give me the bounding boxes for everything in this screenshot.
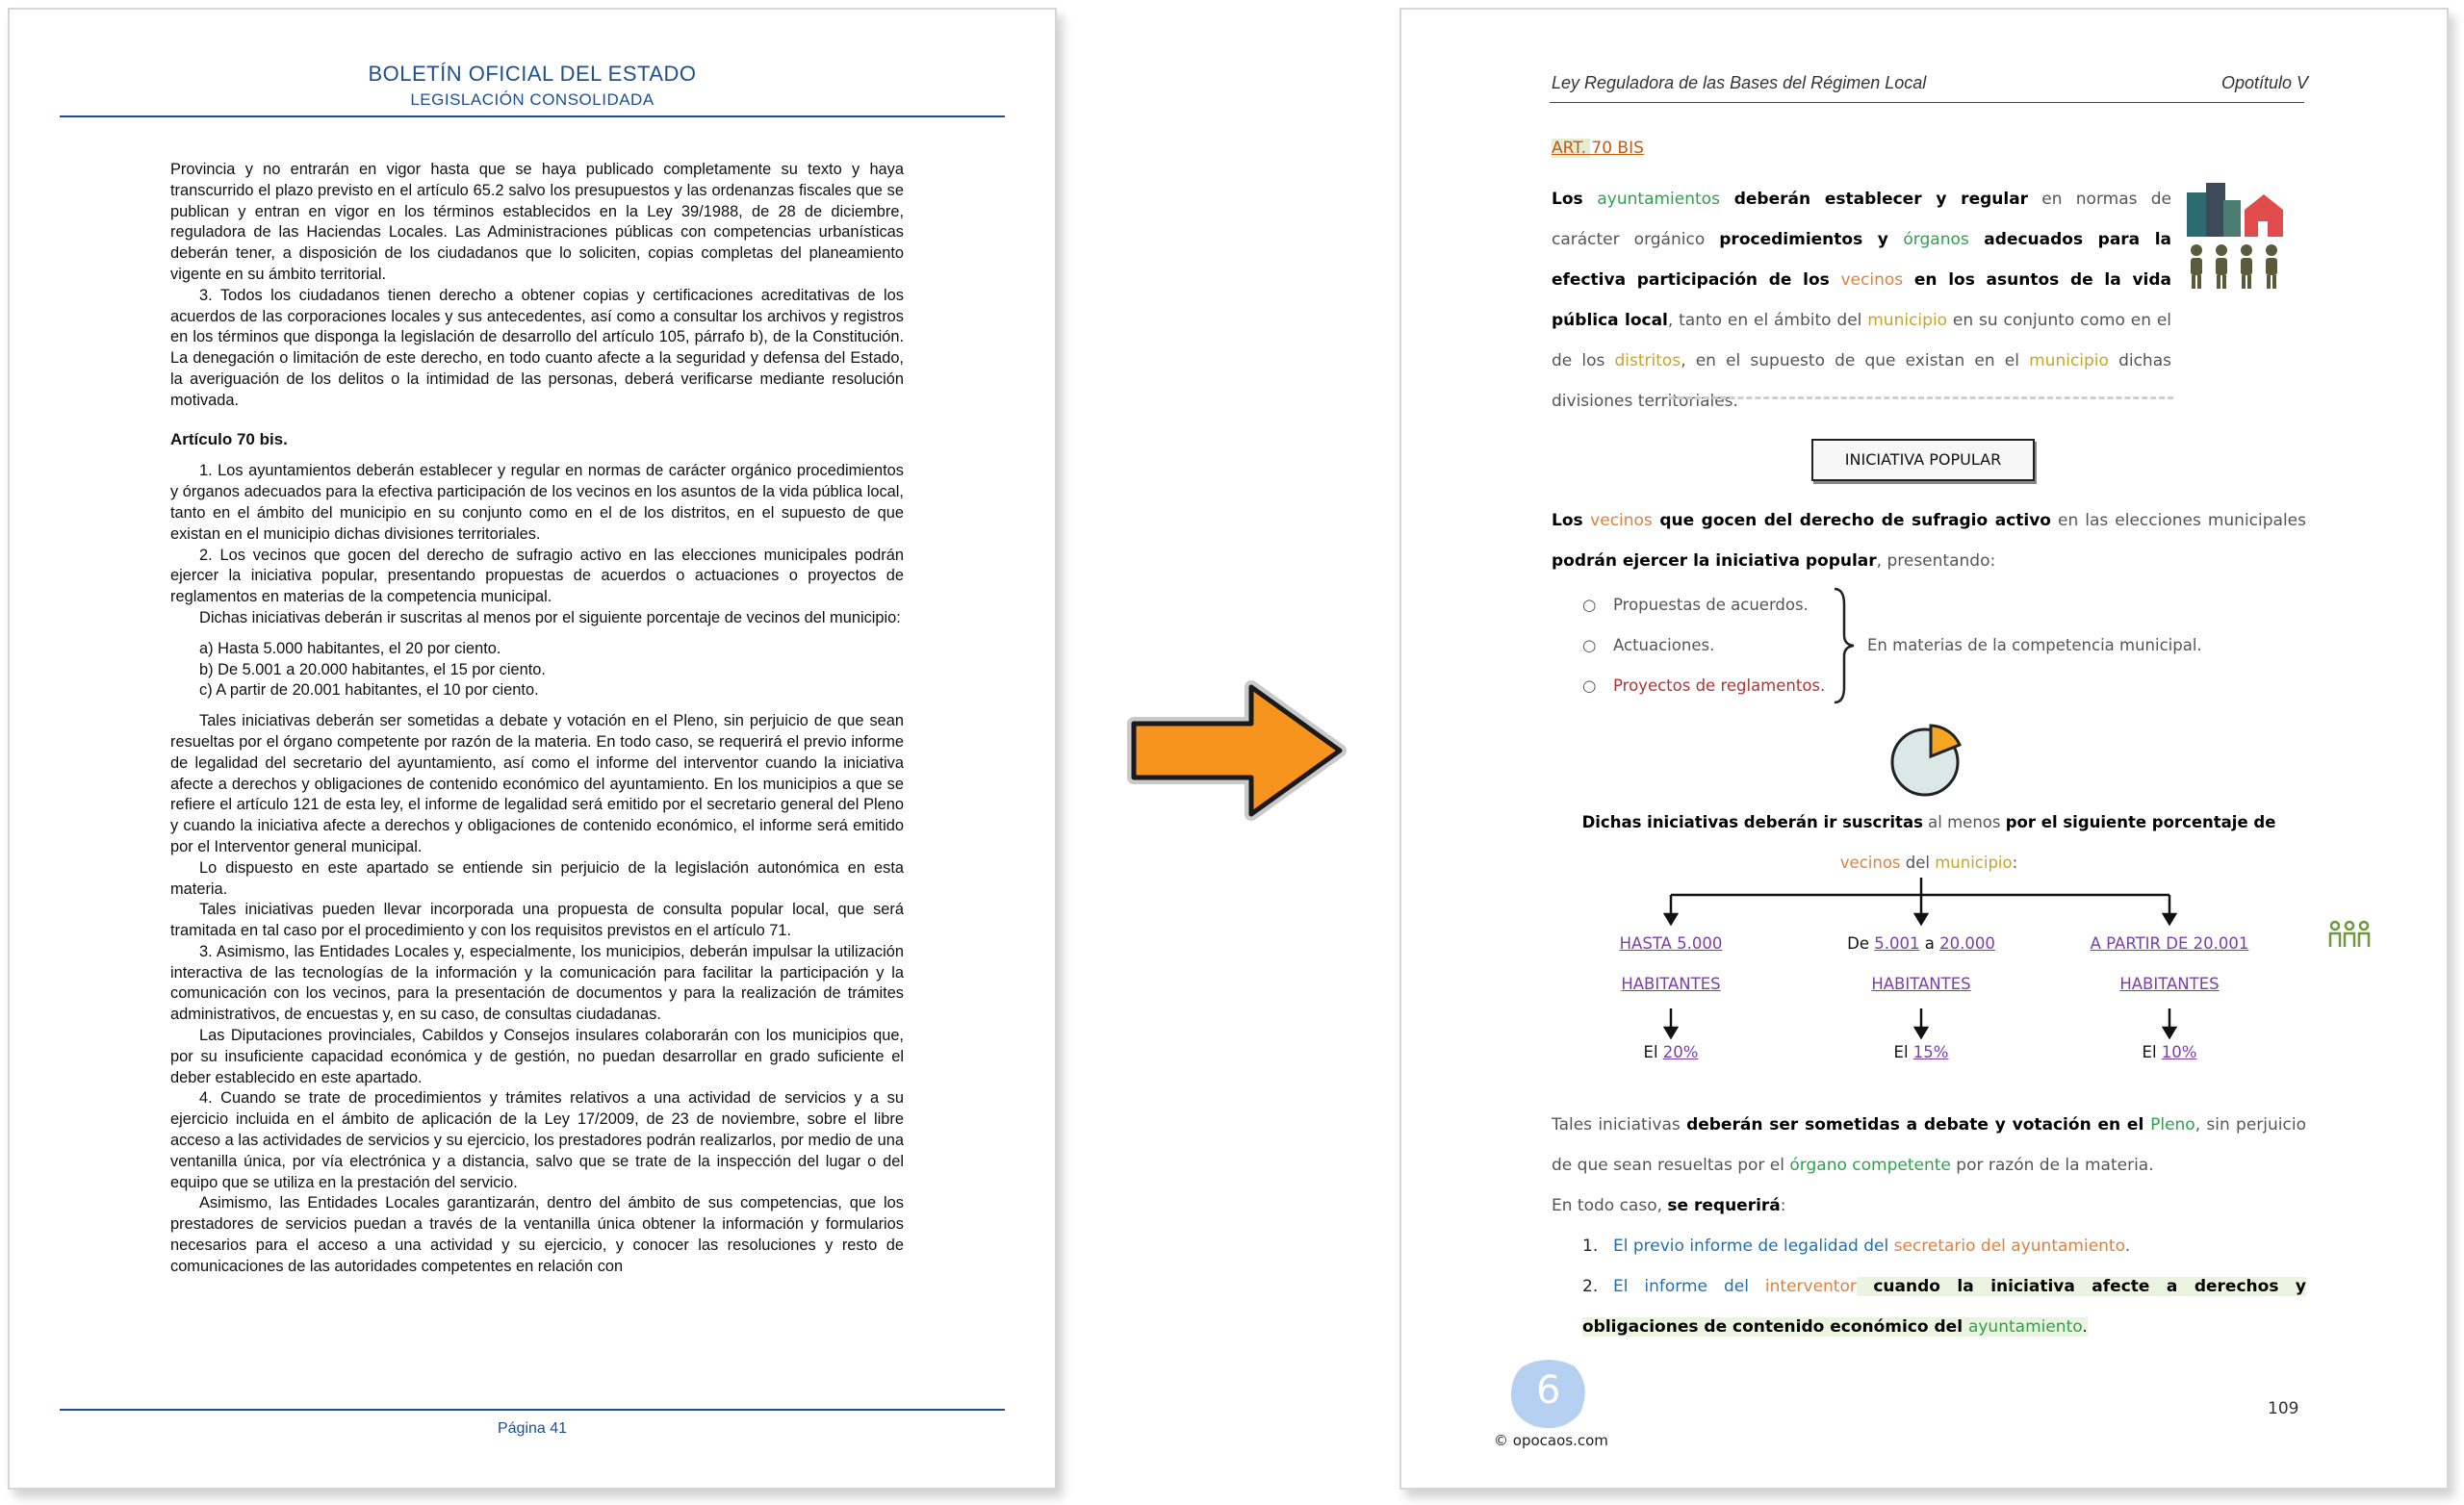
bullets-note: En materias de la competencia municipal. [1867, 636, 2202, 654]
running-header-title: Ley Reguladora de las Bases del Régimen Local [1552, 73, 1927, 92]
section-box-title: INICIATIVA POPULAR [1811, 439, 2035, 481]
page-number: 109 [2268, 1399, 2299, 1418]
running-header-section: Opotítulo V [2220, 73, 2308, 92]
boe-paragraph: Provincia y no entrarán en vigor hasta que se haya publicado completamente su texto y haya transcurrido el plazo previsto en el artículo 65.2 salvo los presupuestos y las ordenanzas fiscales que se publican y entran en vigor en los términos establecidos en la Ley 39/1988, de 28 de diciembre, reguladora de las Haciendas Locales. Las Administraciones públicas con competencias urbanísticas deberán tener, a disposición de los ciudadanos que lo soliciten, copias completas del planeamiento vigente en su ámbito territorial. [170, 161, 904, 283]
requirement-2: 2. El informe del interventor cuando la iniciativa afecte a derechos y obligaciones de contenido económico del ayuntamiento. [1582, 1277, 2306, 1337]
tier-1-percent: El 20% [1643, 1043, 1699, 1061]
tier-3-percent: El 10% [2142, 1043, 2197, 1061]
boe-body [170, 160, 904, 1278]
boe-paragraph: Las Diputaciones provinciales, Cabildos y Consejos insulares colaborarán con los municipios que, por su insuficiente capacidad económica y de gestión, no puedan desarrollar en grado suficiente el deber establecido en este apartado. [170, 1027, 904, 1086]
article-label: ART. 70 BIS [1552, 139, 1644, 158]
header-rule [1550, 102, 2304, 103]
boe-paragraph: 4. Cuando se trate de procedimientos y trámites relativos a una actividad de servicios y a su ejercicio incluida en el ámbito de aplicación de la Ley 17/2009, de 23 de noviembre, sobre el libre acceso a las actividades de servicios y su ejercicio, los prestadores podrán realizarlos, por medio de una ventanilla única, por vía electrónica y a distancia, salvo que se trate de la inspección del lugar o del equipo que se utiliza en la prestación del servicio. [170, 1089, 904, 1191]
footer-rule [60, 1409, 1005, 1411]
tales-paragraph: Tales iniciativas deberán ser sometidas a debate y votación en el Pleno, sin perjuicio de que sean resueltas por el órgano competente por razón de la materia. [1552, 1115, 2306, 1175]
list-item: ○ Proyectos de reglamentos. [1582, 676, 1826, 695]
list-item: ○ Propuestas de acuerdos. [1582, 596, 1809, 614]
todo-caso-line: En todo caso, se requerirá: [1552, 1196, 1786, 1215]
section-divider [1669, 396, 2173, 399]
boe-title: BOLETÍN OFICIAL DEL ESTADO [368, 62, 697, 86]
boe-paragraph: Dichas iniciativas deberán ir suscritas al menos por el siguiente porcentaje de vecinos del municipio: [199, 608, 901, 626]
article-intro: Los ayuntamientos deberán establecer y regular en normas de carácter orgánico procedimientos y órganos adecuados para la efectiva participación de los vecinos en los asuntos de la vida pública local, tanto en el ámbito del municipio en su conjunto como en el de los distritos, en el supuesto de que existan en el municipio dichas divisiones territoriales. [1552, 190, 2172, 411]
boe-paragraph: Tales iniciativas deberán ser sometidas a debate y votación en el Pleno, sin perjuicio de que sean resueltas por el órgano competente por razón de la materia. En todo caso, se requerirá el previo informe de legalidad del secretario del ayuntamiento, así como el informe del interventor cuando la iniciativa afecte a derechos y obligaciones de contenido económico del ayuntamiento. En los municipios a que se refiere el artículo 121 de esta ley, el informe de legalidad será emitido por el secretario general del Pleno y cuando la iniciativa afecte a derechos y obligaciones de contenido económico, el informe será emitido por el Interventor general municipal. [170, 712, 904, 855]
tier-3: A PARTIR DE 20.001 HABITANTES [2090, 934, 2249, 993]
page-footer: Página 41 [497, 1420, 568, 1437]
iniciativa-paragraph: Los vecinos que gocen del derecho de sufragio activo en las elecciones municipales podrán ejercer la iniciativa popular, presentando: [1552, 511, 2306, 571]
city-people-icon [2181, 179, 2293, 294]
bullet-list [1582, 585, 1825, 706]
boe-paragraph: Lo dispuesto en este apartado se entiende sin perjuicio de la legislación autonómica en esta materia. [170, 858, 904, 898]
boe-paragraph: Asimismo, las Entidades Locales garantizarán, dentro del ámbito de sus competencias, que los prestadores de servicios puedan a través de la ventanilla única obtener la información y formularios necesarios para el acceso a una actividad y su ejercicio, y conocer las resoluciones y resto de comunicaciones de las autoridades competentes en relación con [170, 1194, 904, 1275]
logo-glyph: 6 [1536, 1368, 1561, 1413]
summary-page [1399, 8, 2449, 1490]
people-group-icon [2327, 918, 2372, 957]
brace-icon [1831, 585, 1860, 706]
pie-chart-icon [1886, 718, 1967, 799]
list-item: a) Hasta 5.000 habitantes, el 20 por ciento. [199, 639, 501, 657]
header-rule [60, 115, 1005, 117]
tier-2: De 5.001 a 20.000 HABITANTES [1847, 934, 1995, 993]
boe-paragraph: Tales iniciativas pueden llevar incorporada una propuesta de consulta popular local, que será tramitada en tal caso por el procedimiento y con los requisitos previstos en el artículo 71. [170, 901, 904, 940]
boe-page [8, 8, 1057, 1490]
boe-paragraph: 3. Todos los ciudadanos tienen derecho a obtener copias y certificaciones acreditativas de los acuerdos de las corporaciones locales y sus antecedentes, así como a consultar los archivos y registros en los términos que disponga la legislación de desarrollo del artículo 105, párrafo b), de la Constitución. La denegación o limitación de este derecho, en todo cuanto afecte a la seguridad y defensa del Estado, la averiguación de los delitos o la intimidad de las personas, deberá verificarse mediante resolución motivada. [170, 286, 904, 409]
list-item: ○ Actuaciones. [1582, 636, 1715, 654]
logo-text: © opocaos.com [1494, 1432, 1608, 1449]
boe-paragraph: 3. Asimismo, las Entidades Locales y, especialmente, los municipios, deberán impulsar la utilización interactiva de las tecnologías de la información y la comunicación para facilitar la participación y la comunicación con los vecinos, para la presentación de documentos y para la realización de trámites administrativos, de encuestas y, en su caso, de consultas ciudadanas. [170, 942, 904, 1024]
boe-paragraph: 2. Los vecinos que gocen del derecho de sufragio activo en las elecciones municipales podrán ejercer la iniciativa popular, presentando propuestas de acuerdos o actuaciones o proyectos de reglamentos en materias de la competencia municipal. [170, 546, 904, 606]
arrow-right-icon [1116, 674, 1357, 828]
list-item: b) De 5.001 a 20.000 habitantes, el 15 por ciento. [199, 660, 546, 678]
boe-subtitle: LEGISLACIÓN CONSOLIDADA [410, 90, 654, 109]
dichas-paragraph: Dichas iniciativas deberán ir suscritas al menos por el siguiente porcentaje de vecinos del municipio: [1581, 813, 2276, 872]
tier-2-percent: El 15% [1893, 1043, 1949, 1061]
article-title: Artículo 70 bis. [170, 429, 288, 448]
requirement-1: 1. El previo informe de legalidad del secretario del ayuntamiento. [1582, 1237, 2131, 1256]
boe-paragraph: 1. Los ayuntamientos deberán establecer y regular en normas de carácter orgánico procedimientos y órganos adecuados para la efectiva participación de los vecinos en los asuntos de la vida pública local, tanto en el ámbito del municipio en su conjunto como en el de los distritos, en el supuesto de que existan en el municipio dichas divisiones territoriales. [170, 462, 904, 543]
list-item: c) A partir de 20.001 habitantes, el 10 por ciento. [199, 681, 539, 700]
tier-1: HASTA 5.000 HABITANTES [1619, 934, 1723, 993]
